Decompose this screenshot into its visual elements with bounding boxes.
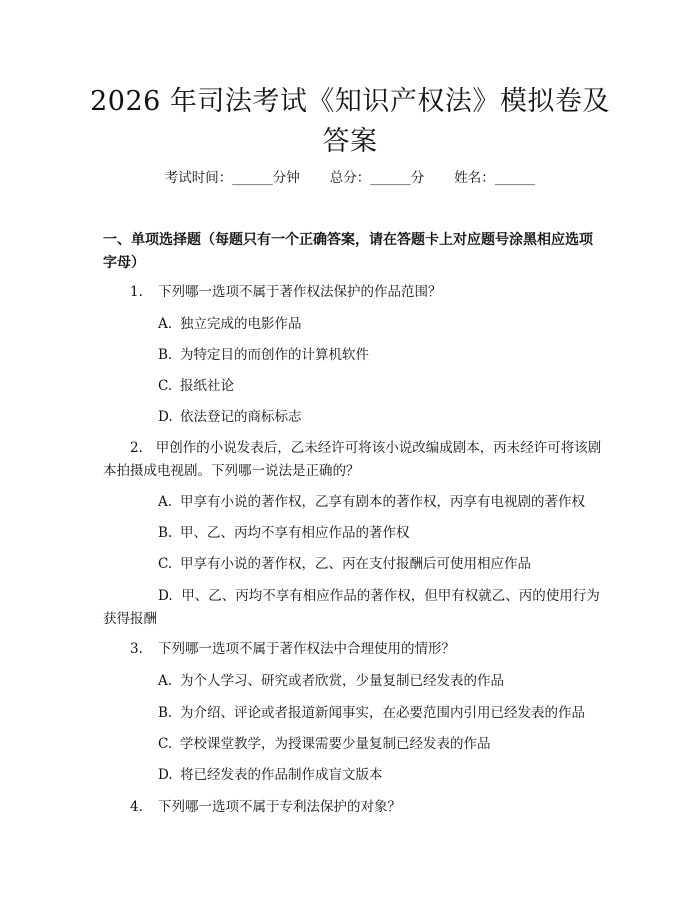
- time-blank: ______: [232, 170, 273, 186]
- option-2b: [103, 522, 603, 544]
- question-2: [103, 437, 603, 483]
- option-text: 依法登记的商标标志: [180, 409, 302, 425]
- option-letter: C.: [158, 378, 173, 394]
- option-1a: [103, 313, 603, 335]
- question-text: 甲创作的小说发表后，乙未经许可将该小说改编成剧本，丙未经许可将该剧本拍摄成电视剧。下列哪一说法是正确的？: [103, 440, 602, 479]
- question-text: 下列哪一选项不属于著作权法中合理使用的情形？: [158, 641, 455, 657]
- name-label: 姓名：: [454, 170, 495, 186]
- option-1b: [103, 344, 603, 366]
- option-text: 为特定目的而创作的计算机软件: [180, 347, 369, 363]
- option-letter: D.: [158, 409, 173, 425]
- option-2a: [103, 491, 603, 513]
- exam-meta: [0, 169, 700, 187]
- time-unit: 分钟: [272, 170, 300, 186]
- question-3: [103, 638, 603, 660]
- option-text: 甲享有小说的著作权，乙、丙在支付报酬后可使用相应作品: [180, 556, 531, 572]
- score-unit: 分: [410, 170, 425, 186]
- score-label: 总分：: [329, 170, 371, 186]
- option-letter: B.: [158, 705, 173, 721]
- option-1d: [103, 406, 603, 428]
- option-3c: [103, 733, 603, 755]
- option-text: 甲、乙、丙均不享有相应作品的著作权: [180, 525, 410, 541]
- page-title: 2026 年司法考试《知识产权法》模拟卷及答案: [90, 86, 610, 157]
- option-text: 为介绍、评论或者报道新闻事实，在必要范围内引用已经发表的作品: [180, 705, 585, 721]
- option-letter: B.: [158, 347, 173, 363]
- option-letter: A.: [158, 316, 173, 332]
- question-number: 2.: [130, 440, 143, 456]
- section-heading: 一、单项选择题（每题只有一个正确答案，请在答题卡上对应题号涂黑相应选项字母）: [103, 232, 593, 271]
- score-blank: ______: [370, 170, 411, 186]
- question-text: 下列哪一选项不属于著作权法保护的作品范围？: [158, 284, 442, 300]
- option-text: 报纸社论: [180, 378, 234, 394]
- option-2c: [103, 553, 603, 575]
- option-letter: D.: [158, 767, 173, 783]
- option-text: 学校课堂教学，为授课需要少量复制已经发表的作品: [180, 736, 491, 752]
- option-text: 甲享有小说的著作权，乙享有剧本的著作权，丙享有电视剧的著作权: [180, 494, 585, 510]
- question-4: [103, 796, 603, 818]
- option-letter: B.: [158, 525, 173, 541]
- option-letter: A.: [158, 494, 173, 510]
- question-number: 4.: [130, 799, 143, 815]
- option-letter: C.: [158, 736, 173, 752]
- time-label: 考试时间：: [164, 170, 233, 186]
- option-1c: [103, 375, 603, 397]
- name-blank: ______: [494, 170, 536, 186]
- option-3d: [103, 764, 603, 786]
- question-text: 下列哪一选项不属于专利法保护的对象？: [158, 799, 401, 815]
- option-3b: [103, 702, 603, 724]
- question-1: [103, 281, 603, 303]
- option-text: 独立完成的电影作品: [180, 316, 302, 332]
- option-letter: C.: [158, 556, 173, 572]
- option-2d: [103, 585, 603, 631]
- option-text: 为个人学习、研究或者欣赏，少量复制已经发表的作品: [180, 673, 504, 689]
- option-text: 将已经发表的作品制作成盲文版本: [180, 767, 383, 783]
- question-number: 3.: [130, 641, 143, 657]
- option-letter: D.: [158, 588, 173, 604]
- option-text: 甲、乙、丙均不享有相应作品的著作权，但甲有权就乙、丙的使用行为获得报酬: [103, 588, 600, 627]
- question-number: 1.: [130, 284, 143, 300]
- option-3a: [103, 670, 603, 692]
- option-letter: A.: [158, 673, 173, 689]
